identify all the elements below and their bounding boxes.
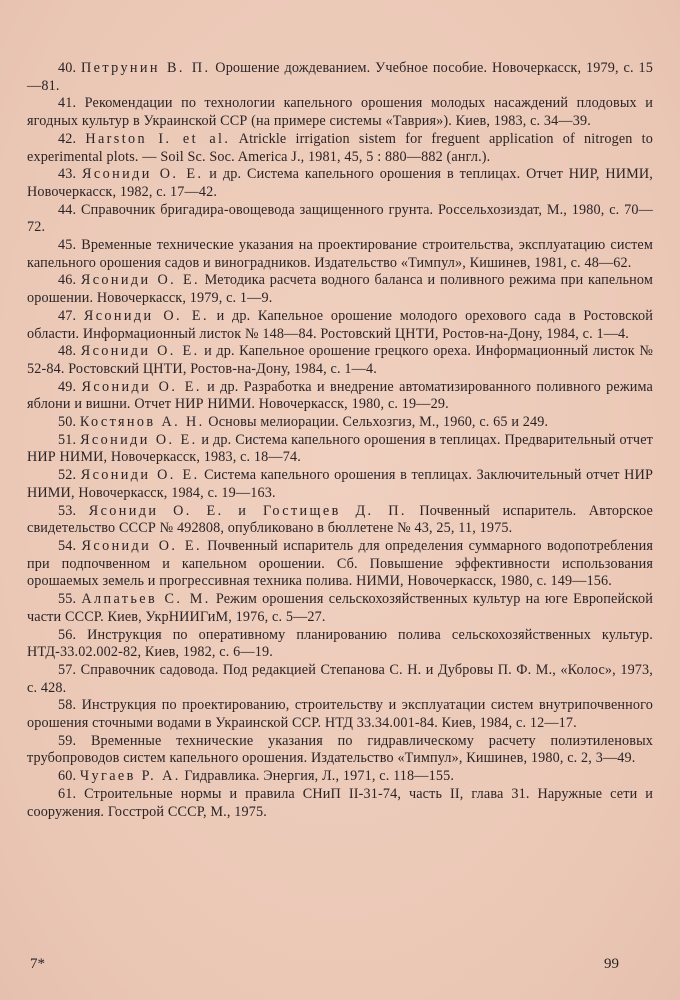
reference-author: Ясониди О. Е.: [80, 467, 200, 484]
reference-text: и др. Система капельного орошения в теплицах. Отчет НИР, НИМИ, Новочеркасск, 1982, с. 17—42.: [27, 166, 654, 200]
reference-text: и др. Разработка и внедрение автоматизированного поливного режима яблони и вишни. Отчет НИР НИМИ. Новочеркасск, 1980, с. 19—29.: [27, 378, 654, 413]
reference-text: Методика расчета водного баланса и поливного режима при капельном орошении. Новочеркасск, 1979, с. 1—9.: [27, 272, 654, 307]
reference-author: Ясониди О. Е.: [80, 343, 200, 360]
reference-item: [27, 627, 653, 662]
reference-text: Строительные нормы и правила СНиП II-31-74, часть II, глава 31. Наружные сети и сооружения. Госстрой СССР, М., 1975.: [27, 785, 653, 820]
reference-number: 41.: [58, 95, 77, 112]
reference-number: 47.: [58, 307, 77, 324]
reference-item: [27, 414, 653, 432]
reference-text: и др. Капельное орошение молодого орехового сада в Ростовской области. Информационный листок № 148—84. Ростовский ЦНТИ, Ростов-на-Дону, 1984, с. 1—4.: [27, 307, 653, 342]
reference-text: Справочник садовода. Под редакцией Степанова С. Н. и Дубровы П. Ф. М., «Колос», 1973, с. 428.: [27, 661, 653, 696]
reference-item: [27, 131, 653, 166]
reference-number: 59.: [58, 732, 77, 749]
reference-author: Костянов А. Н.: [79, 414, 205, 431]
reference-item: [27, 467, 653, 502]
reference-number: 46.: [58, 272, 77, 289]
reference-item: [27, 379, 653, 414]
reference-author: Ясониди О. Е.: [81, 537, 202, 554]
reference-author: Ясониди О. Е. и Гостищев Д. П.: [88, 502, 407, 519]
reference-author: Ясониди О. Е.: [80, 272, 200, 289]
reference-text: Справочник бригадира-овощевода защищенного грунта. Россельхозиздат, М., 1980, с. 70—72.: [27, 201, 653, 236]
reference-author: Harston I. et al.: [85, 130, 231, 147]
reference-number: 58.: [58, 697, 77, 714]
reference-item: [27, 432, 653, 467]
reference-text: Инструкция по оперативному планированию полива сельскохозяйственных культур. НТД-33.02.002-82, Киев, 1982, с. 6—19.: [27, 626, 654, 661]
signature-mark: 7*: [30, 956, 45, 972]
reference-text: и др. Система капельного орошения в теплицах. Предварительный отчет НИР НИМИ, Новочеркасск, 1983, с. 18—74.: [27, 431, 654, 466]
reference-number: 42.: [58, 130, 77, 147]
reference-text: и др. Капельное орошение грецкого ореха. Информационный листок № 52-84. Ростовский ЦНТИ, Ростов-на-Дону, 1984, с. 1—4.: [27, 343, 654, 377]
reference-number: 55.: [58, 591, 77, 608]
reference-text: Режим орошения сельскохозяйственных культур на юге Европейской части СССР. Киев, УкрНИИГиМ, 1976, с. 5—27.: [27, 591, 653, 625]
reference-number: 48.: [58, 343, 77, 360]
reference-item: [27, 662, 653, 697]
reference-number: 52.: [58, 467, 77, 484]
reference-text: Почвенный испаритель для определения суммарного водопотребления при подпочвенном и капельном орошении. Сб. Повышение эффективности использования орошаемых земель и прогрессивная техника полива. НИМИ, Новочеркасск, 1980, с. 149—156.: [27, 537, 654, 590]
reference-author: Чугаев Р. А.: [79, 768, 181, 785]
reference-number: 60.: [58, 768, 77, 785]
reference-item: [27, 237, 653, 272]
reference-item: [27, 768, 653, 786]
reference-text: Система капельного орошения в теплицах. Заключительный отчет НИР НИМИ, Новочеркасск, 1984, с. 19—163.: [27, 467, 654, 501]
reference-item: [27, 538, 653, 591]
reference-number: 61.: [58, 785, 77, 802]
reference-number: 50.: [58, 414, 77, 431]
reference-number: 43.: [58, 166, 77, 183]
reference-item: [27, 343, 653, 378]
reference-text: Инструкция по проектированию, строительству и эксплуатации систем внутрипочвенного орошения сточными водами в Украинской ССР. НТД 33.34.001-84. Киев, 1984, с. 12—17.: [27, 697, 653, 732]
reference-text: Орошение дождеванием. Учебное пособие. Новочеркасск, 1979, с. 15—81.: [27, 60, 653, 94]
reference-item: [27, 166, 653, 201]
reference-item: [27, 60, 653, 95]
reference-text: Временные технические указания по гидравлическому расчету полиэтиленовых трубопроводов систем капельного орошения. Издательство «Тимпул», Кишинев, 1980, с. 2, 3—49.: [27, 732, 653, 767]
reference-text: Временные технические указания на проектирование строительства, эксплуатацию систем капельного орошения садов и виноградников. Издательство «Тимпул», Кишинев, 1981, с. 48—62.: [27, 237, 653, 271]
reference-number: 44.: [58, 201, 77, 218]
reference-author: Ясониди О. Е.: [81, 378, 202, 395]
reference-list: [27, 60, 653, 821]
reference-author: Ясониди О. Е.: [83, 307, 209, 324]
reference-author: Алпатьев С. М.: [81, 591, 211, 608]
reference-number: 40.: [58, 60, 77, 76]
reference-number: 54.: [58, 537, 77, 554]
page-number: 99: [604, 956, 619, 972]
reference-item: [27, 95, 653, 130]
reference-author: Петрунин В. П.: [81, 60, 211, 76]
reference-item: [27, 308, 653, 343]
reference-number: 51.: [58, 431, 77, 448]
reference-text: Рекомендации по технологии капельного орошения молодых насаждений плодовых и ягодных культур в Украинской ССР (на примере системы «Таврия»). Киев, 1983, с. 34—39.: [27, 95, 653, 130]
reference-item: [27, 786, 653, 821]
reference-item: [27, 697, 653, 732]
reference-number: 49.: [58, 378, 77, 395]
reference-text: Atrickle irrigation sistem for freguent application of nitrogen to experimental plots. — Soil Sc. Soc. America J., 1981, 45, 5 : 880—882 (англ.).: [27, 130, 653, 165]
reference-item: [27, 503, 653, 538]
reference-number: 57.: [58, 661, 77, 678]
reference-author: Ясониди О. Е.: [82, 166, 204, 183]
reference-text: Основы мелиорации. Сельхозгиз, М., 1960, с. 65 и 249.: [208, 414, 549, 431]
reference-item: [27, 591, 653, 626]
reference-item: [27, 202, 653, 237]
reference-number: 53.: [58, 502, 77, 519]
reference-number: 56.: [58, 626, 77, 643]
reference-author: Ясониди О. Е.: [80, 431, 198, 448]
reference-text: Гидравлика. Энергия, Л., 1971, с. 118—155.: [184, 768, 455, 785]
reference-text: Почвенный испаритель. Авторское свидетельство СССР № 492808, опубликовано в бюллетене № 43, 25, 11, 1975.: [27, 502, 653, 537]
reference-item: [27, 272, 653, 307]
reference-item: [27, 733, 653, 768]
reference-number: 45.: [58, 237, 77, 254]
